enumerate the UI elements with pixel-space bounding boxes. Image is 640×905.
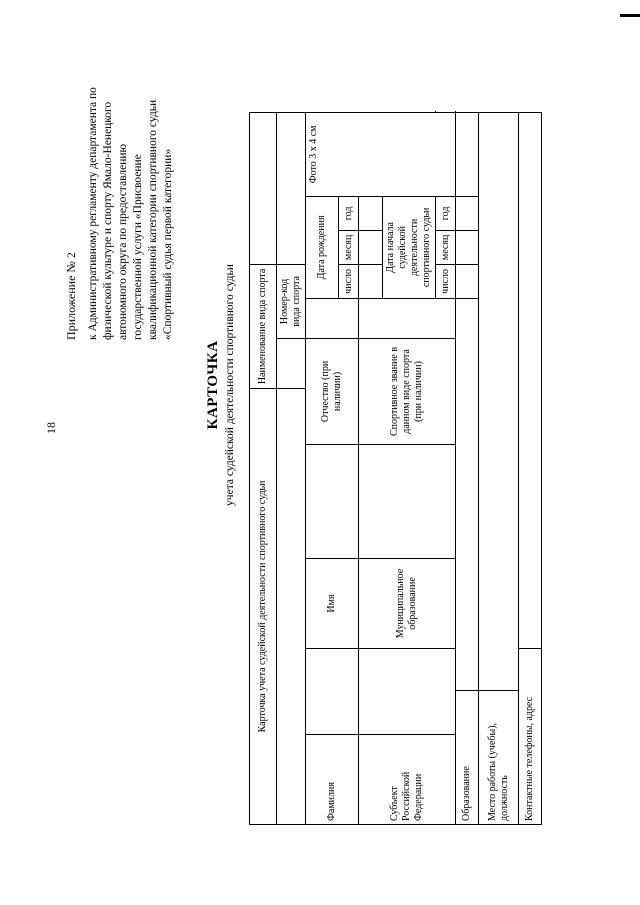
- sport-code-value[interactable]: [277, 112, 306, 264]
- contacts-label: Контактные телефоны, адрес: [519, 649, 542, 825]
- surname-label: Фамилия: [306, 735, 359, 825]
- card-subtitle: учета судейской деятельности спортивного судьи: [224, 264, 236, 506]
- workplace-value[interactable]: [479, 112, 519, 690]
- patronymic-label: Отчество (при наличии): [306, 338, 359, 444]
- page-number: 18: [44, 422, 58, 434]
- birth-day-label: число: [339, 264, 359, 298]
- card-title: КАРТОЧКА: [205, 340, 221, 430]
- birth-year-value[interactable]: [359, 196, 383, 230]
- sport-code-indent: [277, 338, 306, 388]
- birth-month-label: месяц: [339, 230, 359, 264]
- start-year-value[interactable]: [456, 196, 479, 230]
- start-date-label: Дата начала судейской деятельности спортивного судьи: [383, 196, 436, 298]
- subject-label: Субъект Российской Федерации: [359, 735, 456, 825]
- birth-month-value[interactable]: [359, 230, 383, 264]
- first-name-value[interactable]: [306, 445, 359, 559]
- annex-line: «Спортивный судья первой категории»: [162, 148, 174, 340]
- photo-placeholder: Фото 3 х 4 см: [306, 112, 456, 196]
- card-label-blank: [277, 388, 306, 824]
- sport-code-header: Номер-код вида спорта: [277, 264, 306, 338]
- contacts-value[interactable]: [519, 112, 542, 648]
- education-label: Образование: [456, 691, 479, 825]
- surname-value[interactable]: [306, 649, 359, 735]
- first-name-label: Имя: [306, 559, 359, 649]
- education-extra: [456, 112, 479, 196]
- municipality-label: Муниципальное образование: [359, 559, 456, 649]
- sport-title-label: Спортивное звание в данном виде спорта (при наличии): [359, 338, 456, 444]
- birth-day-value[interactable]: [359, 264, 383, 298]
- annex-title: Приложение № 2: [64, 252, 78, 340]
- annex-line: к Административному регламенту департамента по: [87, 87, 99, 340]
- workplace-label: Место работы (учебы), должность: [479, 691, 519, 825]
- birth-date-label: Дата рождения: [306, 196, 339, 298]
- sport-title-value[interactable]: [359, 298, 456, 338]
- judge-record-table: [249, 112, 542, 825]
- annex-text: [86, 50, 176, 340]
- start-year-label: год: [436, 196, 456, 230]
- patronymic-value[interactable]: [306, 298, 359, 338]
- annex-line: государственной услуги «Присвоение: [132, 154, 144, 340]
- annex-line: автономного округа по предоставлению: [117, 143, 129, 340]
- sport-name-header: Наименование вида спорта: [250, 264, 277, 388]
- birth-year-label: год: [339, 196, 359, 230]
- start-month-value[interactable]: [456, 230, 479, 264]
- card-label-cell: Карточка учета судейской деятельности спортивного судьи: [250, 388, 277, 824]
- annex-line: физической культуре и спорту Ямало-Ненецкого: [102, 101, 114, 340]
- sport-name-value[interactable]: [250, 112, 277, 264]
- annex-line: квалификационной категории спортивного судьи: [147, 99, 159, 340]
- subject-value[interactable]: [359, 649, 456, 735]
- start-month-label: месяц: [436, 230, 456, 264]
- municipality-value[interactable]: [359, 445, 456, 559]
- start-day-value[interactable]: [456, 264, 479, 298]
- education-value[interactable]: [456, 298, 479, 690]
- start-day-label: число: [436, 264, 456, 298]
